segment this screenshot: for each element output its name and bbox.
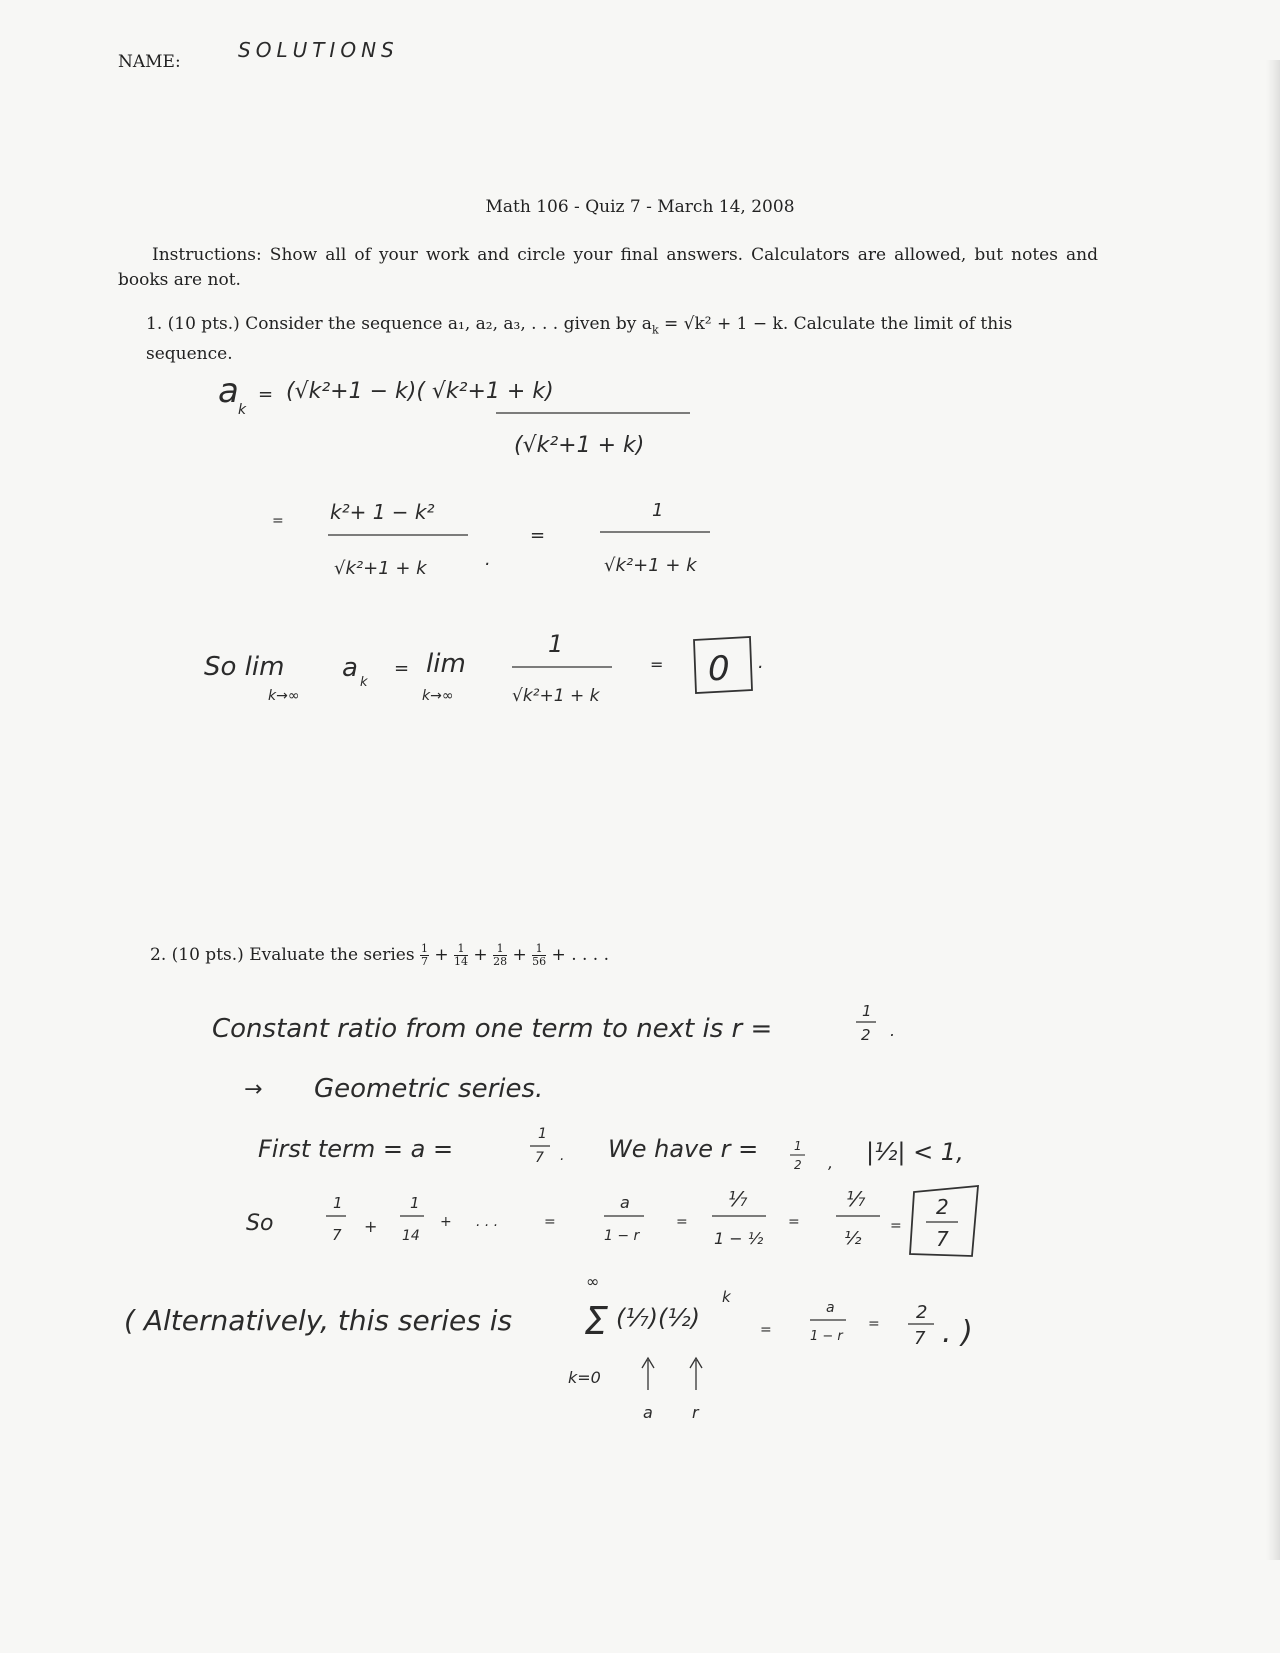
- instructions: Instructions: Show all of your work and circle your final answers. Calculators are allowed, but notes and books are not.: [118, 245, 1098, 290]
- p2-l4-plus: +: [364, 1217, 378, 1236]
- p2-l2: Geometric series.: [314, 1074, 544, 1104]
- problem-1-text: Consider the sequence a₁, a₂, a₃, . . . given by a: [245, 314, 652, 334]
- p1-l2-dot: .: [485, 549, 491, 570]
- p2-l1-den: 2: [861, 1026, 871, 1044]
- p2-l4-t1-num: 1: [333, 1194, 343, 1212]
- problem-1-number: 1.: [146, 314, 163, 334]
- p1-l2-num: k²+ 1 − k²: [330, 500, 435, 524]
- p1-l3-lim: lim: [426, 649, 466, 679]
- p1-l3-so: So lim: [204, 652, 285, 682]
- p2-l3: First term = a =: [258, 1135, 454, 1163]
- p1-l3-ak: a: [342, 653, 358, 683]
- p2-l5-sum-top: ∞: [586, 1272, 600, 1291]
- p1-l1-den: (√k²+1 + k): [514, 433, 645, 458]
- p2-l1-dot: .: [890, 1021, 896, 1040]
- p1-l2-den: √k²+1 + k: [334, 558, 427, 579]
- p2-l5-a: a: [826, 1300, 835, 1316]
- p2-l5-sum-bot: k=0: [568, 1368, 601, 1387]
- series-term-1: $\frac{1}{7}$: [420, 942, 428, 968]
- p2-l5-ans-den: 7: [914, 1328, 926, 1349]
- series-term-2: $\frac{1}{14}$: [454, 942, 469, 968]
- p1-l3-num: 1: [548, 630, 564, 658]
- name-value: SOLUTIONS: [238, 38, 399, 62]
- p1-answer-dot: .: [758, 652, 764, 673]
- p2-l1-num: 1: [862, 1002, 872, 1020]
- problem-1-text-after: Calculate the limit of this sequence.: [146, 314, 1013, 365]
- p2-l3c: |½| < 1,: [866, 1138, 964, 1166]
- p1-l2-num2: 1: [652, 500, 664, 521]
- p2-l5-eq2: =: [868, 1316, 880, 1332]
- problem-1-subscript: k: [651, 323, 659, 337]
- p2-l5-ans-num: 2: [916, 1302, 928, 1323]
- p2-l4-d2: 1 − ½: [714, 1229, 764, 1248]
- p2-l2-arrow: →: [244, 1077, 263, 1102]
- p1-l3-ak-sub: k: [360, 675, 368, 690]
- problem-2-points: (10 pts.): [171, 945, 244, 965]
- p2-l5-sum: Σ: [584, 1299, 609, 1343]
- p2-l4-n3: ¹⁄₇: [846, 1187, 866, 1211]
- p2-l4-so: So: [246, 1211, 274, 1236]
- p2-l4-eq3: =: [788, 1214, 800, 1230]
- p2-answer-den: 7: [936, 1227, 949, 1251]
- p1-l2-eq: =: [272, 513, 284, 529]
- series-term-4: $\frac{1}{56}$: [532, 942, 547, 968]
- p1-l2-eq2: =: [530, 525, 546, 546]
- p1-l3-lim2-sub: k→∞: [422, 688, 454, 704]
- p2-l4-plus2: +: [440, 1214, 452, 1230]
- p2-l5-terms: (¹⁄₇)(½): [616, 1304, 700, 1332]
- p2-l3-den: 7: [535, 1150, 544, 1166]
- p2-l4-eq1: =: [544, 1214, 556, 1230]
- p2-l5-1r: 1 − r: [810, 1329, 843, 1344]
- p1-l1-lhs-sub: k: [238, 402, 247, 418]
- p2-l4-a: a: [620, 1193, 630, 1212]
- p2-l4-t1-den: 7: [332, 1226, 342, 1244]
- p1-l3-eq: =: [394, 658, 410, 679]
- p2-answer-num: 2: [936, 1195, 949, 1219]
- p1-l3-den: √k²+1 + k: [512, 686, 600, 706]
- p1-l3-eq2: =: [650, 655, 664, 674]
- plus-2: +: [473, 945, 488, 965]
- plus-1: +: [434, 945, 449, 965]
- p1-l3-lim-sub: k→∞: [268, 688, 300, 704]
- p2-l3b: We have r =: [608, 1135, 759, 1163]
- p1-l1-lhs: a: [218, 371, 239, 411]
- p1-l2-den2: √k²+1 + k: [604, 555, 697, 576]
- p2-l3b-comma: ,: [828, 1153, 834, 1172]
- series-term-3: $\frac{1}{28}$: [493, 942, 508, 968]
- p1-l1-eq: =: [258, 384, 274, 405]
- p2-l4-n2: ¹⁄₇: [728, 1187, 748, 1211]
- p2-l3b-den: 2: [794, 1158, 802, 1172]
- p2-l5-close: . ): [942, 1315, 973, 1350]
- p2-l4-d3: ¹⁄₂: [844, 1228, 862, 1249]
- arrow-a-label: a: [643, 1403, 653, 1422]
- plus-3: +: [512, 945, 527, 965]
- p2-l4-t2-num: 1: [410, 1194, 420, 1212]
- p2-l5: ( Alternatively, this series is: [124, 1304, 513, 1337]
- problem-2-number: 2.: [150, 945, 167, 965]
- p2-l4-eq4: =: [890, 1218, 902, 1234]
- p2-l5-eq: =: [760, 1322, 772, 1338]
- p2-l3-num: 1: [538, 1126, 547, 1142]
- p2-l1: Constant ratio from one term to next is r =: [212, 1014, 773, 1044]
- p2-l4-t2-den: 14: [402, 1228, 420, 1244]
- p2-l4-eq2: =: [676, 1214, 688, 1230]
- page-title: Math 106 - Quiz 7 - March 14, 2008: [485, 197, 795, 217]
- p2-l3-dot: .: [560, 1148, 565, 1164]
- arrow-r-label: r: [692, 1403, 699, 1422]
- p2-l5-exp: k: [722, 1288, 731, 1306]
- name-label: NAME:: [118, 52, 181, 72]
- p2-l3b-num: 1: [794, 1139, 802, 1153]
- problem-2-text: Evaluate the series: [249, 945, 415, 965]
- p1-answer: 0: [708, 649, 730, 689]
- problem-1-points: (10 pts.): [167, 314, 240, 334]
- p2-l4-dots: . . .: [476, 1214, 499, 1230]
- p2-l4-1r: 1 − r: [604, 1228, 640, 1244]
- problem-1-formula: = √k² + 1 − k.: [658, 314, 789, 334]
- p1-l1-num: (√k²+1 − k)( √k²+1 + k): [286, 379, 554, 404]
- series-ellipsis: + . . . .: [551, 945, 610, 965]
